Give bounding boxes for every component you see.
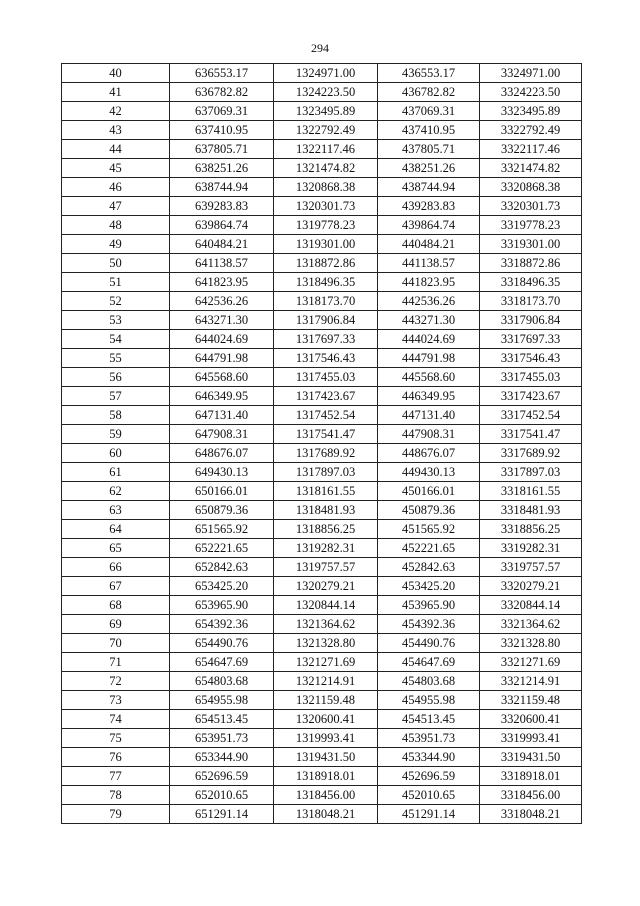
x-coordinate-cell: 637805.71 xyxy=(170,140,274,159)
x-coordinate-alt-cell: 454955.98 xyxy=(378,691,480,710)
y-coordinate-cell: 1320600.41 xyxy=(274,710,378,729)
y-coordinate-cell: 1318456.00 xyxy=(274,786,378,805)
y-coordinate-cell: 1319431.50 xyxy=(274,748,378,767)
y-coordinate-alt-cell: 3317697.33 xyxy=(480,330,582,349)
y-coordinate-cell: 1318048.21 xyxy=(274,805,378,824)
page-number: 294 xyxy=(311,41,329,55)
point-number-cell: 54 xyxy=(62,330,170,349)
table-row xyxy=(62,805,582,824)
y-coordinate-alt-cell: 3319301.00 xyxy=(480,235,582,254)
table-row xyxy=(62,748,582,767)
x-coordinate-cell: 638251.26 xyxy=(170,159,274,178)
point-number-cell: 56 xyxy=(62,368,170,387)
y-coordinate-cell: 1317897.03 xyxy=(274,463,378,482)
x-coordinate-alt-cell: 440484.21 xyxy=(378,235,480,254)
x-coordinate-alt-cell: 444791.98 xyxy=(378,349,480,368)
table-row xyxy=(62,539,582,558)
x-coordinate-cell: 652221.65 xyxy=(170,539,274,558)
y-coordinate-cell: 1317906.84 xyxy=(274,311,378,330)
x-coordinate-cell: 642536.26 xyxy=(170,292,274,311)
y-coordinate-alt-cell: 3320600.41 xyxy=(480,710,582,729)
point-number-cell: 71 xyxy=(62,653,170,672)
coordinates-table xyxy=(61,63,582,824)
y-coordinate-alt-cell: 3324223.50 xyxy=(480,83,582,102)
x-coordinate-alt-cell: 453425.20 xyxy=(378,577,480,596)
y-coordinate-alt-cell: 3321474.82 xyxy=(480,159,582,178)
y-coordinate-cell: 1317423.67 xyxy=(274,387,378,406)
x-coordinate-cell: 637069.31 xyxy=(170,102,274,121)
point-number-cell: 45 xyxy=(62,159,170,178)
table-row xyxy=(62,710,582,729)
y-coordinate-cell: 1321271.69 xyxy=(274,653,378,672)
table-row xyxy=(62,292,582,311)
x-coordinate-alt-cell: 439864.74 xyxy=(378,216,480,235)
y-coordinate-cell: 1324223.50 xyxy=(274,83,378,102)
x-coordinate-alt-cell: 442536.26 xyxy=(378,292,480,311)
y-coordinate-alt-cell: 3319282.31 xyxy=(480,539,582,558)
y-coordinate-cell: 1322117.46 xyxy=(274,140,378,159)
y-coordinate-alt-cell: 3321364.62 xyxy=(480,615,582,634)
y-coordinate-alt-cell: 3320868.38 xyxy=(480,178,582,197)
x-coordinate-cell: 636553.17 xyxy=(170,64,274,83)
y-coordinate-alt-cell: 3319757.57 xyxy=(480,558,582,577)
y-coordinate-alt-cell: 3317897.03 xyxy=(480,463,582,482)
y-coordinate-cell: 1319993.41 xyxy=(274,729,378,748)
point-number-cell: 73 xyxy=(62,691,170,710)
y-coordinate-alt-cell: 3318048.21 xyxy=(480,805,582,824)
y-coordinate-cell: 1321214.91 xyxy=(274,672,378,691)
y-coordinate-alt-cell: 3318918.01 xyxy=(480,767,582,786)
x-coordinate-cell: 640484.21 xyxy=(170,235,274,254)
y-coordinate-alt-cell: 3318481.93 xyxy=(480,501,582,520)
x-coordinate-alt-cell: 436782.82 xyxy=(378,83,480,102)
y-coordinate-cell: 1318872.86 xyxy=(274,254,378,273)
table-row xyxy=(62,653,582,672)
table-row xyxy=(62,501,582,520)
x-coordinate-alt-cell: 443271.30 xyxy=(378,311,480,330)
y-coordinate-cell: 1317546.43 xyxy=(274,349,378,368)
point-number-cell: 62 xyxy=(62,482,170,501)
x-coordinate-alt-cell: 454647.69 xyxy=(378,653,480,672)
x-coordinate-cell: 652010.65 xyxy=(170,786,274,805)
table-row xyxy=(62,159,582,178)
table-row xyxy=(62,349,582,368)
x-coordinate-alt-cell: 454490.76 xyxy=(378,634,480,653)
x-coordinate-alt-cell: 437410.95 xyxy=(378,121,480,140)
point-number-cell: 66 xyxy=(62,558,170,577)
point-number-cell: 61 xyxy=(62,463,170,482)
y-coordinate-cell: 1318161.55 xyxy=(274,482,378,501)
y-coordinate-alt-cell: 3321159.48 xyxy=(480,691,582,710)
x-coordinate-cell: 653965.90 xyxy=(170,596,274,615)
x-coordinate-alt-cell: 453965.90 xyxy=(378,596,480,615)
point-number-cell: 63 xyxy=(62,501,170,520)
y-coordinate-cell: 1321159.48 xyxy=(274,691,378,710)
y-coordinate-alt-cell: 3318496.35 xyxy=(480,273,582,292)
x-coordinate-cell: 654513.45 xyxy=(170,710,274,729)
x-coordinate-alt-cell: 453344.90 xyxy=(378,748,480,767)
table-row xyxy=(62,444,582,463)
table-row xyxy=(62,425,582,444)
table-row xyxy=(62,482,582,501)
table-row xyxy=(62,311,582,330)
x-coordinate-alt-cell: 449430.13 xyxy=(378,463,480,482)
y-coordinate-cell: 1319757.57 xyxy=(274,558,378,577)
table-row xyxy=(62,634,582,653)
x-coordinate-cell: 654955.98 xyxy=(170,691,274,710)
table-row xyxy=(62,368,582,387)
x-coordinate-cell: 652842.63 xyxy=(170,558,274,577)
x-coordinate-cell: 646349.95 xyxy=(170,387,274,406)
y-coordinate-alt-cell: 3318856.25 xyxy=(480,520,582,539)
x-coordinate-alt-cell: 437805.71 xyxy=(378,140,480,159)
table-row xyxy=(62,463,582,482)
point-number-cell: 42 xyxy=(62,102,170,121)
point-number-cell: 49 xyxy=(62,235,170,254)
x-coordinate-alt-cell: 451291.14 xyxy=(378,805,480,824)
y-coordinate-cell: 1323495.89 xyxy=(274,102,378,121)
point-number-cell: 68 xyxy=(62,596,170,615)
x-coordinate-alt-cell: 448676.07 xyxy=(378,444,480,463)
x-coordinate-alt-cell: 454392.36 xyxy=(378,615,480,634)
y-coordinate-cell: 1320868.38 xyxy=(274,178,378,197)
point-number-cell: 40 xyxy=(62,64,170,83)
y-coordinate-cell: 1321364.62 xyxy=(274,615,378,634)
point-number-cell: 64 xyxy=(62,520,170,539)
y-coordinate-alt-cell: 3317546.43 xyxy=(480,349,582,368)
y-coordinate-alt-cell: 3321328.80 xyxy=(480,634,582,653)
table-row xyxy=(62,577,582,596)
x-coordinate-alt-cell: 439283.83 xyxy=(378,197,480,216)
x-coordinate-alt-cell: 452842.63 xyxy=(378,558,480,577)
y-coordinate-alt-cell: 3318173.70 xyxy=(480,292,582,311)
y-coordinate-alt-cell: 3319778.23 xyxy=(480,216,582,235)
x-coordinate-cell: 638744.94 xyxy=(170,178,274,197)
y-coordinate-alt-cell: 3320301.73 xyxy=(480,197,582,216)
table-row xyxy=(62,558,582,577)
table-row xyxy=(62,330,582,349)
point-number-cell: 55 xyxy=(62,349,170,368)
y-coordinate-cell: 1321328.80 xyxy=(274,634,378,653)
point-number-cell: 47 xyxy=(62,197,170,216)
point-number-cell: 70 xyxy=(62,634,170,653)
x-coordinate-alt-cell: 451565.92 xyxy=(378,520,480,539)
x-coordinate-cell: 648676.07 xyxy=(170,444,274,463)
x-coordinate-alt-cell: 453951.73 xyxy=(378,729,480,748)
point-number-cell: 76 xyxy=(62,748,170,767)
table-row xyxy=(62,254,582,273)
point-number-cell: 74 xyxy=(62,710,170,729)
x-coordinate-alt-cell: 452221.65 xyxy=(378,539,480,558)
y-coordinate-cell: 1317541.47 xyxy=(274,425,378,444)
table-row xyxy=(62,615,582,634)
table-row xyxy=(62,520,582,539)
y-coordinate-alt-cell: 3323495.89 xyxy=(480,102,582,121)
y-coordinate-alt-cell: 3317906.84 xyxy=(480,311,582,330)
x-coordinate-cell: 654490.76 xyxy=(170,634,274,653)
x-coordinate-cell: 654647.69 xyxy=(170,653,274,672)
y-coordinate-alt-cell: 3317541.47 xyxy=(480,425,582,444)
table-row xyxy=(62,729,582,748)
y-coordinate-cell: 1319282.31 xyxy=(274,539,378,558)
point-number-cell: 72 xyxy=(62,672,170,691)
x-coordinate-alt-cell: 438744.94 xyxy=(378,178,480,197)
x-coordinate-alt-cell: 446349.95 xyxy=(378,387,480,406)
point-number-cell: 79 xyxy=(62,805,170,824)
y-coordinate-cell: 1324971.00 xyxy=(274,64,378,83)
y-coordinate-alt-cell: 3317423.67 xyxy=(480,387,582,406)
table-row xyxy=(62,596,582,615)
x-coordinate-cell: 647131.40 xyxy=(170,406,274,425)
y-coordinate-cell: 1321474.82 xyxy=(274,159,378,178)
table-row xyxy=(62,216,582,235)
y-coordinate-alt-cell: 3320279.21 xyxy=(480,577,582,596)
x-coordinate-cell: 639283.83 xyxy=(170,197,274,216)
point-number-cell: 51 xyxy=(62,273,170,292)
x-coordinate-alt-cell: 447908.31 xyxy=(378,425,480,444)
y-coordinate-cell: 1318918.01 xyxy=(274,767,378,786)
x-coordinate-cell: 639864.74 xyxy=(170,216,274,235)
point-number-cell: 57 xyxy=(62,387,170,406)
table-row xyxy=(62,387,582,406)
y-coordinate-cell: 1318481.93 xyxy=(274,501,378,520)
table-row xyxy=(62,767,582,786)
x-coordinate-cell: 636782.82 xyxy=(170,83,274,102)
y-coordinate-cell: 1319778.23 xyxy=(274,216,378,235)
x-coordinate-alt-cell: 454513.45 xyxy=(378,710,480,729)
table-row xyxy=(62,786,582,805)
y-coordinate-alt-cell: 3321214.91 xyxy=(480,672,582,691)
point-number-cell: 43 xyxy=(62,121,170,140)
y-coordinate-cell: 1317689.92 xyxy=(274,444,378,463)
x-coordinate-alt-cell: 450879.36 xyxy=(378,501,480,520)
x-coordinate-cell: 653344.90 xyxy=(170,748,274,767)
x-coordinate-cell: 644024.69 xyxy=(170,330,274,349)
point-number-cell: 46 xyxy=(62,178,170,197)
x-coordinate-cell: 647908.31 xyxy=(170,425,274,444)
y-coordinate-alt-cell: 3321271.69 xyxy=(480,653,582,672)
y-coordinate-cell: 1319301.00 xyxy=(274,235,378,254)
table-row xyxy=(62,273,582,292)
y-coordinate-cell: 1320844.14 xyxy=(274,596,378,615)
point-number-cell: 52 xyxy=(62,292,170,311)
x-coordinate-cell: 645568.60 xyxy=(170,368,274,387)
x-coordinate-cell: 644791.98 xyxy=(170,349,274,368)
x-coordinate-cell: 650879.36 xyxy=(170,501,274,520)
y-coordinate-cell: 1318856.25 xyxy=(274,520,378,539)
y-coordinate-alt-cell: 3324971.00 xyxy=(480,64,582,83)
point-number-cell: 59 xyxy=(62,425,170,444)
y-coordinate-alt-cell: 3322792.49 xyxy=(480,121,582,140)
x-coordinate-alt-cell: 441823.95 xyxy=(378,273,480,292)
y-coordinate-alt-cell: 3319993.41 xyxy=(480,729,582,748)
point-number-cell: 67 xyxy=(62,577,170,596)
y-coordinate-alt-cell: 3318456.00 xyxy=(480,786,582,805)
table-row xyxy=(62,672,582,691)
table-row xyxy=(62,83,582,102)
x-coordinate-cell: 651565.92 xyxy=(170,520,274,539)
point-number-cell: 78 xyxy=(62,786,170,805)
y-coordinate-cell: 1317697.33 xyxy=(274,330,378,349)
table-row xyxy=(62,140,582,159)
x-coordinate-alt-cell: 454803.68 xyxy=(378,672,480,691)
y-coordinate-alt-cell: 3317455.03 xyxy=(480,368,582,387)
y-coordinate-cell: 1320301.73 xyxy=(274,197,378,216)
point-number-cell: 65 xyxy=(62,539,170,558)
y-coordinate-alt-cell: 3319431.50 xyxy=(480,748,582,767)
x-coordinate-alt-cell: 444024.69 xyxy=(378,330,480,349)
y-coordinate-cell: 1318496.35 xyxy=(274,273,378,292)
y-coordinate-alt-cell: 3320844.14 xyxy=(480,596,582,615)
x-coordinate-cell: 650166.01 xyxy=(170,482,274,501)
table-row xyxy=(62,102,582,121)
x-coordinate-alt-cell: 452696.59 xyxy=(378,767,480,786)
x-coordinate-cell: 653951.73 xyxy=(170,729,274,748)
y-coordinate-cell: 1318173.70 xyxy=(274,292,378,311)
x-coordinate-cell: 653425.20 xyxy=(170,577,274,596)
table-row xyxy=(62,691,582,710)
x-coordinate-alt-cell: 447131.40 xyxy=(378,406,480,425)
x-coordinate-alt-cell: 450166.01 xyxy=(378,482,480,501)
point-number-cell: 77 xyxy=(62,767,170,786)
table-row xyxy=(62,121,582,140)
y-coordinate-cell: 1317455.03 xyxy=(274,368,378,387)
x-coordinate-alt-cell: 452010.65 xyxy=(378,786,480,805)
y-coordinate-alt-cell: 3318872.86 xyxy=(480,254,582,273)
y-coordinate-alt-cell: 3317689.92 xyxy=(480,444,582,463)
x-coordinate-cell: 643271.30 xyxy=(170,311,274,330)
y-coordinate-alt-cell: 3322117.46 xyxy=(480,140,582,159)
x-coordinate-cell: 637410.95 xyxy=(170,121,274,140)
y-coordinate-cell: 1317452.54 xyxy=(274,406,378,425)
table-row xyxy=(62,235,582,254)
table-body xyxy=(62,64,582,824)
x-coordinate-alt-cell: 441138.57 xyxy=(378,254,480,273)
table-row xyxy=(62,178,582,197)
y-coordinate-alt-cell: 3317452.54 xyxy=(480,406,582,425)
point-number-cell: 41 xyxy=(62,83,170,102)
x-coordinate-cell: 641823.95 xyxy=(170,273,274,292)
point-number-cell: 48 xyxy=(62,216,170,235)
x-coordinate-alt-cell: 438251.26 xyxy=(378,159,480,178)
y-coordinate-cell: 1320279.21 xyxy=(274,577,378,596)
x-coordinate-cell: 641138.57 xyxy=(170,254,274,273)
y-coordinate-alt-cell: 3318161.55 xyxy=(480,482,582,501)
table-row xyxy=(62,406,582,425)
table-row xyxy=(62,64,582,83)
x-coordinate-cell: 654803.68 xyxy=(170,672,274,691)
point-number-cell: 75 xyxy=(62,729,170,748)
x-coordinate-cell: 651291.14 xyxy=(170,805,274,824)
table-row xyxy=(62,197,582,216)
x-coordinate-alt-cell: 436553.17 xyxy=(378,64,480,83)
point-number-cell: 69 xyxy=(62,615,170,634)
point-number-cell: 60 xyxy=(62,444,170,463)
y-coordinate-cell: 1322792.49 xyxy=(274,121,378,140)
x-coordinate-cell: 652696.59 xyxy=(170,767,274,786)
point-number-cell: 44 xyxy=(62,140,170,159)
x-coordinate-cell: 654392.36 xyxy=(170,615,274,634)
point-number-cell: 58 xyxy=(62,406,170,425)
x-coordinate-alt-cell: 445568.60 xyxy=(378,368,480,387)
point-number-cell: 53 xyxy=(62,311,170,330)
x-coordinate-alt-cell: 437069.31 xyxy=(378,102,480,121)
x-coordinate-cell: 649430.13 xyxy=(170,463,274,482)
point-number-cell: 50 xyxy=(62,254,170,273)
